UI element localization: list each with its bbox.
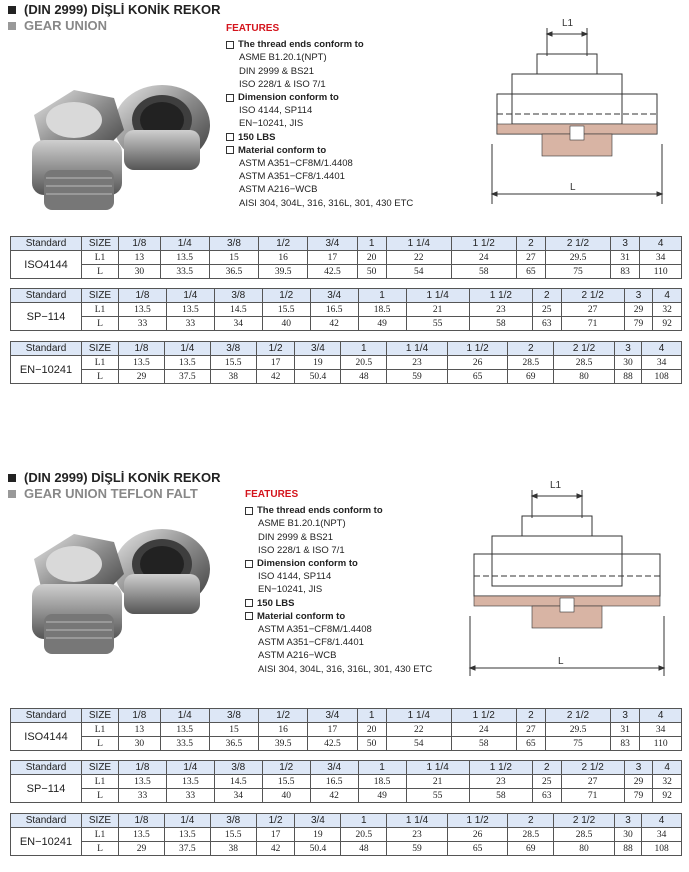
feature-group: Material conform to	[226, 144, 446, 157]
feature-group: Dimension conform to	[226, 91, 446, 104]
header-size: SIZE	[82, 342, 119, 356]
technical-drawing	[462, 476, 672, 686]
header-standard: Standard	[11, 289, 82, 303]
checkbox-icon	[245, 599, 253, 607]
feature-item: ISO 228/1 & ISO 7/1	[239, 78, 326, 90]
feature-item: ASME B1.20.1(NPT)	[258, 518, 346, 530]
table-row: L 29 37.5 38 42 50.4 48 59 65 69 80 88 108	[11, 842, 682, 856]
product-section-1	[0, 0, 689, 400]
checkbox-icon	[226, 133, 234, 141]
checkbox-icon	[226, 94, 234, 102]
spec-table-sp114	[10, 288, 682, 331]
product-title	[8, 470, 220, 485]
header-size: SIZE	[82, 237, 119, 251]
table-row: L 33 33 34 40 42 49 55 58 63 71 79 92	[11, 789, 682, 803]
table-row: ISO4144 L1 13 13.5 15 16 17 20 22 24 27 29.5 31 34	[11, 723, 682, 737]
table-row: EN−10241 L1 13.5 13.5 15.5 17 19 20.5 23 26 28.5 28.5 30 34	[11, 356, 682, 370]
header-size: SIZE	[82, 761, 119, 775]
title-text: (DIN 2999) DİŞLİ KONİK REKOR	[24, 470, 221, 485]
spec-table-en10241	[10, 813, 682, 856]
feature-item: EN−10241, JIS	[258, 584, 323, 596]
square-bullet-icon	[8, 474, 16, 482]
table-header-row: Standard SIZE 1/8 1/4 3/8 1/2 3/4 1 1 1/4 1 1/2 2 2 1/2 3 4	[11, 342, 682, 356]
spec-table-iso4144	[10, 708, 682, 751]
standard-name: EN−10241	[11, 356, 82, 384]
checkbox-icon	[245, 612, 253, 620]
feature-group: The thread ends conform to	[245, 504, 465, 517]
standard-name: SP−114	[11, 775, 82, 803]
feature-item: ASTM A216−WCB	[239, 184, 318, 196]
feature-group: Material conform to	[245, 610, 465, 623]
title-text: (DIN 2999) DİŞLİ KONİK REKOR	[24, 2, 221, 17]
feature-item: EN−10241, JIS	[239, 118, 304, 130]
features-heading: FEATURES	[245, 489, 299, 500]
header-size: SIZE	[82, 709, 119, 723]
feature-group: 150 LBS	[226, 131, 446, 144]
standard-name: ISO4144	[11, 251, 82, 279]
feature-item: ISO 4144, SP114	[258, 571, 332, 583]
feature-item: DIN 2999 & BS21	[258, 531, 333, 543]
spec-table-sp114	[10, 760, 682, 803]
product-photo	[14, 514, 214, 664]
dimension-label-l1: L1	[550, 480, 562, 491]
checkbox-icon	[245, 507, 253, 515]
table-row: L 30 33.5 36.5 39.5 42.5 50 54 58 65 75 83 110	[11, 737, 682, 751]
header-size: SIZE	[82, 289, 119, 303]
header-standard: Standard	[11, 709, 82, 723]
header-standard: Standard	[11, 814, 82, 828]
feature-item: ASTM A216−WCB	[258, 650, 337, 662]
feature-item: ISO 4144, SP114	[239, 105, 313, 117]
feature-item: ASTM A351−CF8/1.4401	[239, 171, 345, 183]
subtitle-text: GEAR UNION	[24, 18, 108, 33]
table-header-row: Standard SIZE 1/8 1/4 3/8 1/2 3/4 1 1 1/4 1 1/2 2 2 1/2 3 4	[11, 237, 682, 251]
feature-item: ASME B1.20.1(NPT)	[239, 52, 327, 64]
standard-name: EN−10241	[11, 828, 82, 856]
header-standard: Standard	[11, 237, 82, 251]
table-row: L 30 33.5 36.5 39.5 42.5 50 54 58 65 75 83 110	[11, 265, 682, 279]
feature-item: DIN 2999 & BS21	[239, 65, 314, 77]
feature-group: 150 LBS	[245, 597, 465, 610]
features-list	[245, 488, 465, 676]
spec-table-en10241	[10, 341, 682, 384]
table-header-row: Standard SIZE 1/8 1/4 3/8 1/2 3/4 1 1 1/4 1 1/2 2 2 1/2 3 4	[11, 814, 682, 828]
feature-group: The thread ends conform to	[226, 38, 446, 51]
header-size: SIZE	[82, 814, 119, 828]
feature-item: ASTM A351−CF8/1.4401	[258, 637, 364, 649]
table-row: SP−114 L1 13.5 13.5 14.5 15.5 16.5 18.5 21 23 25 27 29 32	[11, 303, 682, 317]
table-row: ISO4144 L1 13 13.5 15 16 17 20 22 24 27 29.5 31 34	[11, 251, 682, 265]
feature-item: ASTM A351−CF8M/1.4408	[258, 624, 372, 636]
feature-item: AISI 304, 304L, 316, 316L, 301, 430 ETC	[239, 197, 414, 209]
feature-item: ISO 228/1 & ISO 7/1	[258, 544, 345, 556]
feature-group: Dimension conform to	[245, 557, 465, 570]
spec-table-iso4144	[10, 236, 682, 279]
dimension-label-l: L	[570, 182, 576, 193]
subtitle-text: GEAR UNION TEFLON FALT	[24, 486, 198, 501]
checkbox-icon	[226, 41, 234, 49]
table-header-row: Standard SIZE 1/8 1/4 3/8 1/2 3/4 1 1 1/4 1 1/2 2 2 1/2 3 4	[11, 709, 682, 723]
product-title	[8, 2, 220, 17]
checkbox-icon	[226, 146, 234, 154]
checkbox-icon	[245, 560, 253, 568]
product-photo	[14, 70, 214, 220]
table-row: EN−10241 L1 13.5 13.5 15.5 17 19 20.5 23 26 28.5 28.5 30 34	[11, 828, 682, 842]
table-row: L 33 33 34 40 42 49 55 58 63 71 79 92	[11, 317, 682, 331]
product-subtitle	[8, 18, 107, 33]
standard-name: ISO4144	[11, 723, 82, 751]
dimension-label-l1: L1	[562, 18, 574, 29]
square-bullet-icon	[8, 22, 16, 30]
technical-drawing	[482, 14, 672, 214]
feature-item: ASTM A351−CF8M/1.4408	[239, 158, 353, 170]
dimension-label-l: L	[558, 656, 564, 667]
standard-name: SP−114	[11, 303, 82, 331]
header-standard: Standard	[11, 342, 82, 356]
product-section-2	[0, 464, 689, 704]
square-bullet-icon	[8, 490, 16, 498]
square-bullet-icon	[8, 6, 16, 14]
table-header-row: Standard SIZE 1/8 1/4 3/8 1/2 3/4 1 1 1/4 1 1/2 2 2 1/2 3 4	[11, 289, 682, 303]
feature-item: AISI 304, 304L, 316, 316L, 301, 430 ETC	[258, 663, 433, 675]
table-header-row: Standard SIZE 1/8 1/4 3/8 1/2 3/4 1 1 1/4 1 1/2 2 2 1/2 3 4	[11, 761, 682, 775]
table-row: L 29 37.5 38 42 50.4 48 59 65 69 80 88 108	[11, 370, 682, 384]
features-list	[226, 22, 446, 210]
product-subtitle	[8, 486, 198, 501]
features-heading: FEATURES	[226, 23, 280, 34]
header-standard: Standard	[11, 761, 82, 775]
table-row: SP−114 L1 13.5 13.5 14.5 15.5 16.5 18.5 21 23 25 27 29 32	[11, 775, 682, 789]
